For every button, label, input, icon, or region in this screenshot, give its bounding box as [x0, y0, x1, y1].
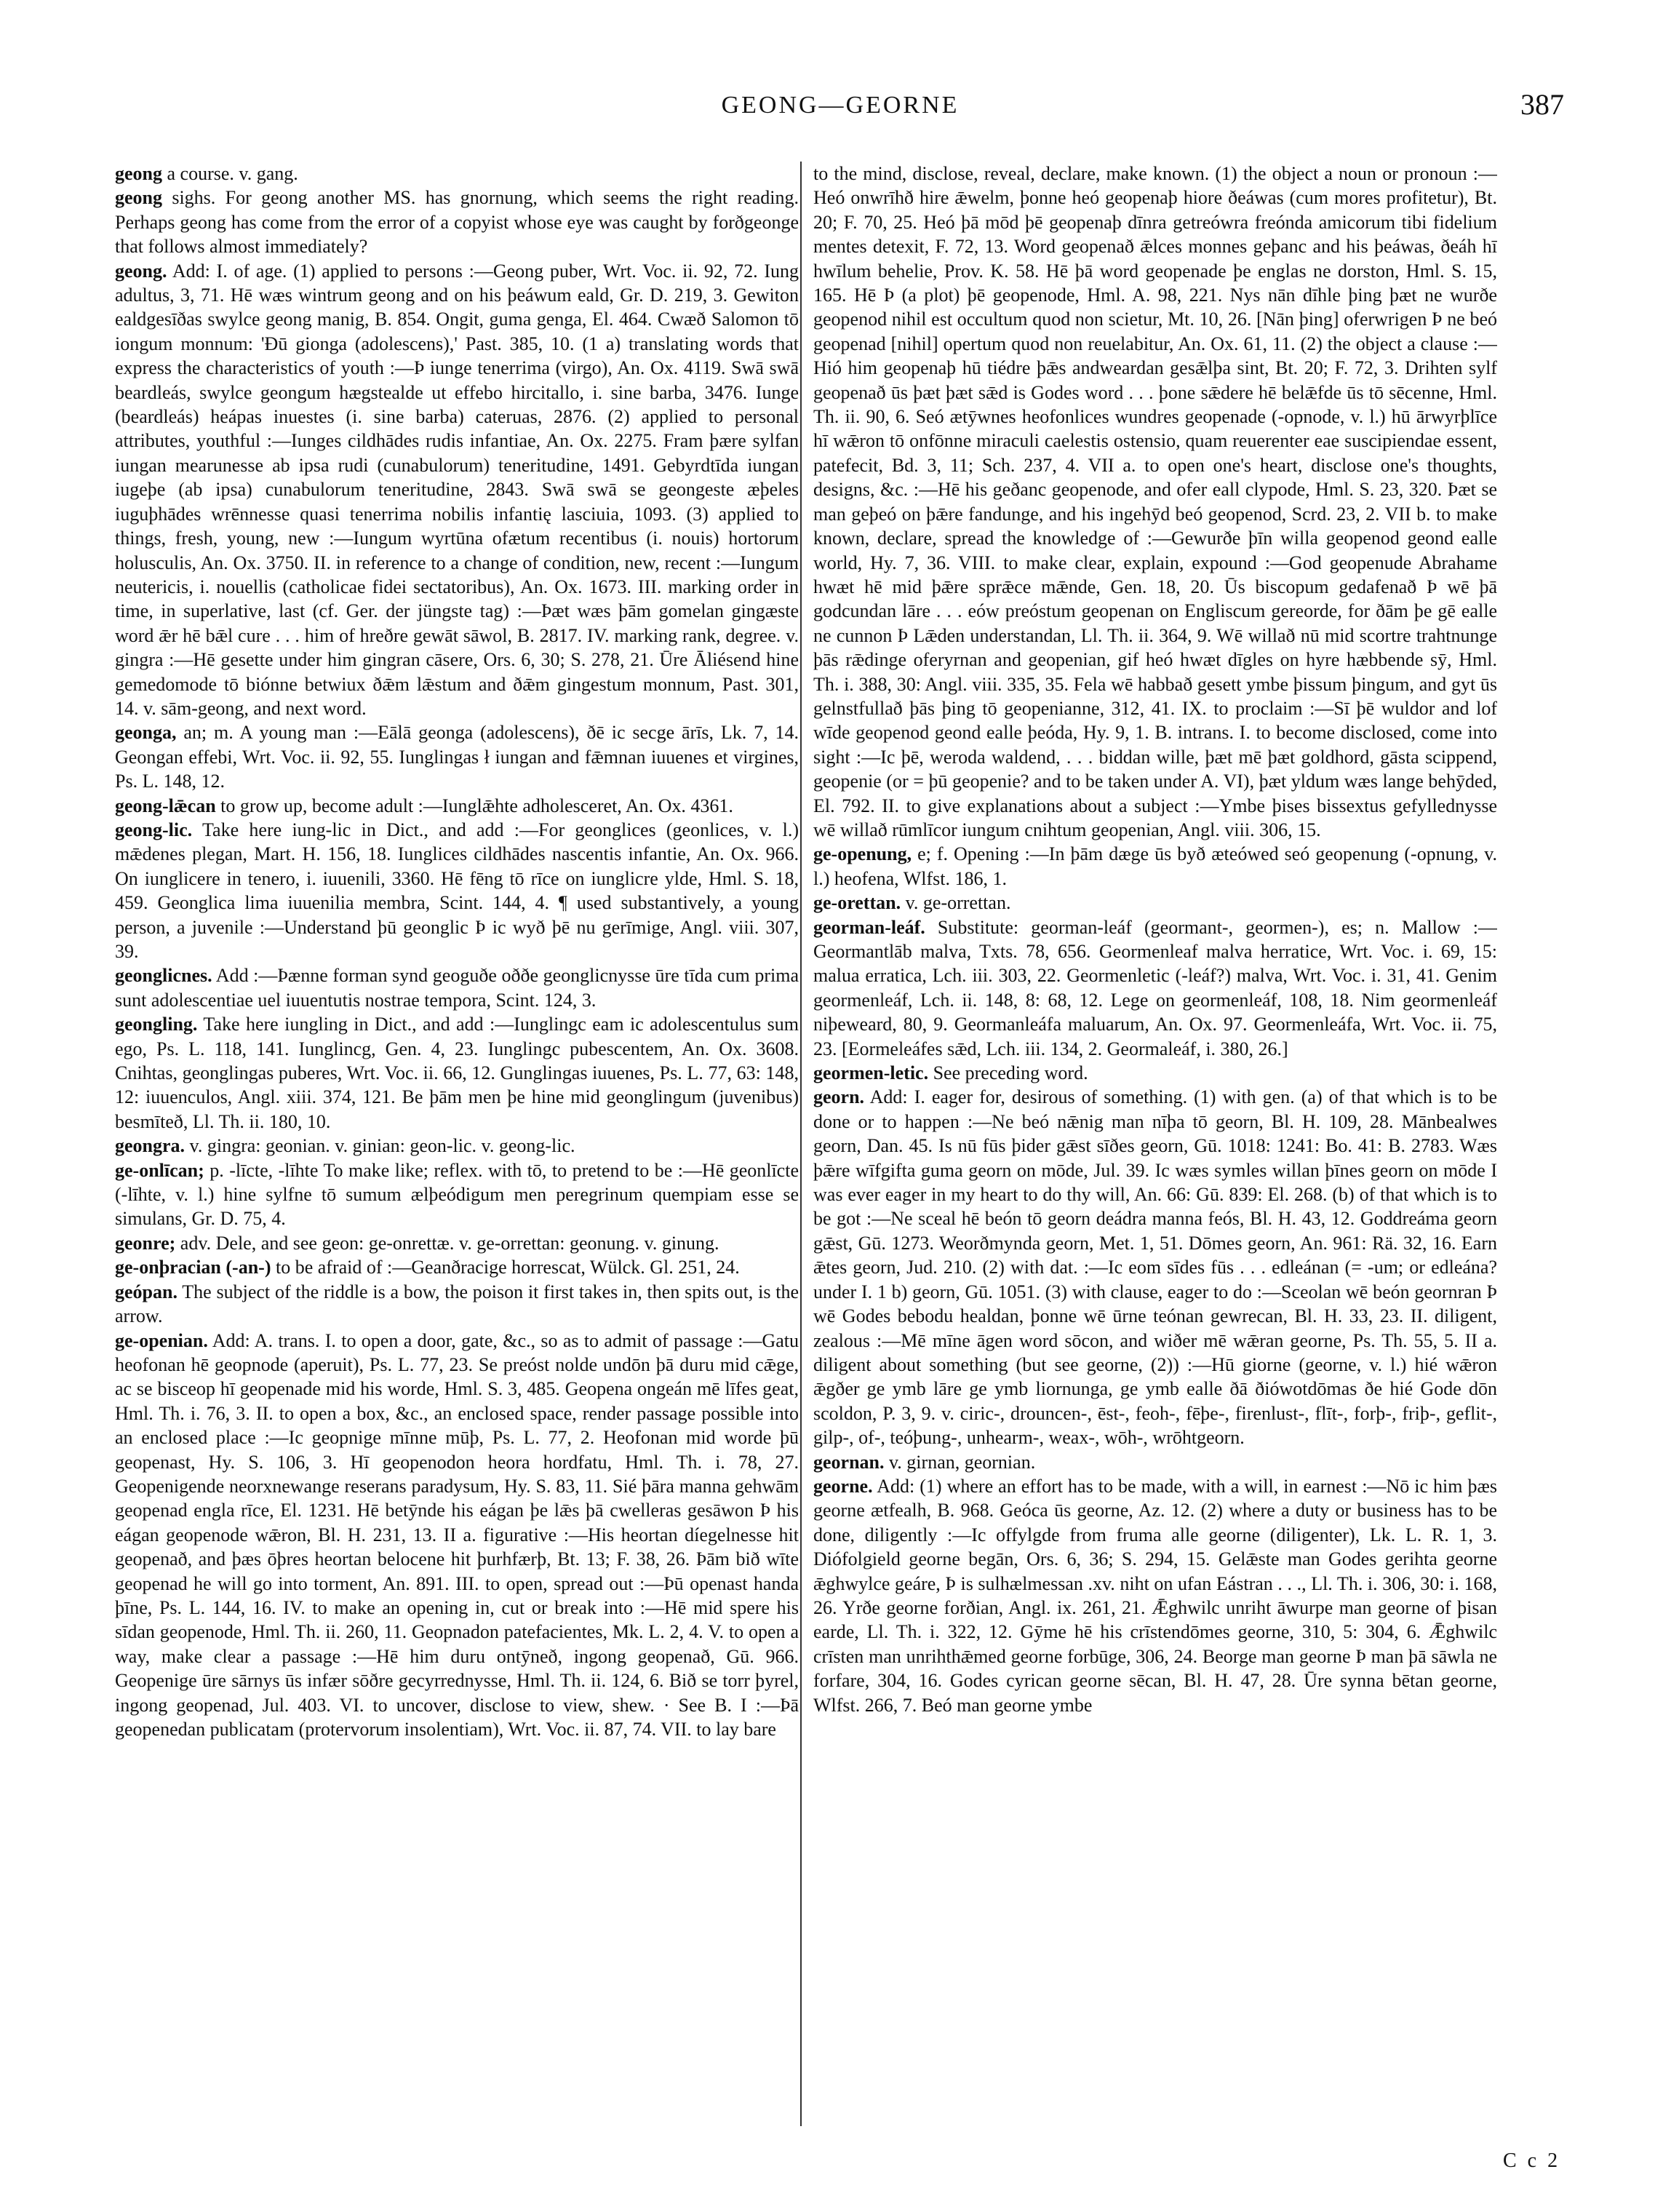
entry-definition: v. ge-orrettan.: [905, 892, 1011, 914]
headword: geong: [115, 163, 162, 184]
dictionary-entry: [115, 963, 799, 1012]
entry-definition: Take here iungling in Dict., and add :—Iunglingc eam ic adolescentulus sum ego, Ps. L. 118, 141. Iunglincg, Gen. 4, 23. Iunglingc pubescentem, An. Ox. 3608. Cnihtas, geonglingas puberes, Wrt. Voc. ii. 66, 12. Gunglingas iuuenes, Ps. L. 77, 63: 148, 12: iuuenculos, Angl. xiii. 374, 121. Be þām men þe hine mid geonglingum (juvenibus) besmīteð, Ll. Th. ii. 180, 10.: [115, 1014, 799, 1132]
dictionary-entry: [115, 1280, 799, 1329]
dictionary-entry: [813, 1450, 1497, 1474]
dictionary-entry: [813, 162, 1497, 842]
dictionary-entry: [115, 1012, 799, 1134]
headword: geópan.: [115, 1281, 178, 1302]
headword: ge-onlīcan;: [115, 1159, 204, 1181]
headword: geong-lǣcan: [115, 795, 216, 816]
dictionary-entry: [115, 720, 799, 793]
entry-definition: a course. v. gang.: [167, 163, 298, 184]
entry-definition: adv. Dele, and see geon: ge-onrettæ. v. ge-orrettan: geonung. v. ginung.: [180, 1232, 719, 1254]
entry-definition: v. girnan, geornian.: [889, 1451, 1036, 1473]
dictionary-entry: [115, 1134, 799, 1158]
dictionary-entry: [115, 186, 799, 258]
headword: georn.: [813, 1086, 865, 1108]
column-divider: [800, 162, 802, 2126]
dictionary-entry: [813, 1474, 1497, 1717]
headword: geormen-letic.: [813, 1062, 929, 1084]
right-column: [813, 162, 1497, 2133]
entry-definition: Add: A. trans. I. to open a door, gate, &c., so as to admit of passage :—Gatu heofonan hē geopnode (aperuit), Ps. L. 77, 23. Se preóst nolde undōn þā duru mid cǣge, ac se bisceop hī geopenade mid his worde, Hml. S. 3, 485. Geopena ongeán mē līfes geat, Hml. Th. i. 76, 3. II. to open a box, &c., an enclosed space, render passage possible into an enclosed place :—Ic geopnige mīnne mūþ, Ps. L. 77, 2. Heofonan mid worde þū geopenast, Hy. S. 106, 3. Hī geopenodon heora hordfatu, Hml. Th. i. 78, 27. Geopenigende neorxnewange reserans paradysum, Hy. S. 83, 11. Sié þāra manna gehwām geopenad engla rīce, El. 1231. Hē betȳnde his eágan þe lǣs þā cwelleras gesāwon Þ his eágan geopenode wǣron, Bl. H. 231, 13. II a. figurative :—His heortan díegelnesse hit geopenað, and þæs ōþres heortan belocene hit þurhfærþ, Bt. 13; F. 38, 26. Þām bið wīte geopenad he will go into torment, An. 891. III. to open, spread out :—Þū openast handa þīne, Ps. L. 144, 16. IV. to make an opening in, cut or break into :—Hē mid spere his sīdan geopenode, Hml. Th. ii. 260, 11. Geopnadon patefacientes, Mk. L. 2, 4. V. to open a way, make clear a passage :—Hē him duru ontȳneð, ingong geopenað, Gū. 966. Geopenige ūre sārnys ūs infær sōðre gecyrrednysse, Hml. Th. ii. 124, 6. Bið se torr þyrel, ingong geopenad, Jul. 403. VI. to uncover, disclose to view, shew. · See B. I :—Þā geopenedan publicatam (protervorum insolentiam), Wrt. Voc. ii. 87, 74. VII. to lay bare: [115, 1329, 799, 1740]
headword: geonre;: [115, 1232, 176, 1254]
entry-definition: Take here iung-lic in Dict., and add :—For geonglices (geonlices, v. l.) mǣdenes plegan, Mart. H. 156, 18. Iunglices cildhādes nascentis infantie, An. Ox. 966. On iunglicere in tenero, i. iuuenili, 3360. Hē fēng tō rīce on iunglicre ylde, Hml. S. 18, 459. Geonglica lima iuuenilia membra, Scint. 144, 4. ¶ used substantively, a young person, a juvenile :—Understand þū geonglic Þ ic wyð þē nu gerīmige, Angl. viii. 307, 39.: [115, 819, 799, 962]
entry-definition: p. -līcte, -līhte To make like; reflex. with tō, to pretend to be :—Hē geonlīcte (-līhte, v. l.) hine sylfne tō sumum ælþeódigum men peregrinum quempiam esse se simulans, Gr. D. 75, 4.: [115, 1159, 799, 1230]
dictionary-entry: [115, 1158, 799, 1231]
page-number: 387: [1520, 88, 1564, 121]
entry-definition: to the mind, disclose, reveal, declare, make known. (1) the object a noun or pronoun :—Heó onwrīhð hire ǣwelm, þonne heó geopenaþ hiore ðeáwas (cum mores profitetur), Bt. 20; F. 70, 25. Heó þā mōd þē geopenaþ dīnra getreówra freónda amicorum tibi fidelium mentes detexit, F. 72, 13. Word geopenað ǣlces monnes geþanc and his þeáwas, ðeáh hī hwīlum behelie, Prov. K. 58. Hē þā word geopenade þe englas ne dorston, Hml. S. 15, 165. Hē Þ (a plot) þē geopenode, Hml. A. 98, 221. Nys nān dīhle þing þæt ne wurðe geopenod nihil est occultum quod non scietur, Mt. 10, 26. [Nān þing] oferwrigen Þ ne beó geopenad [nihil] opertum quod non reuelabitur, An. Ox. 61, 11. (2) the object a clause :—Hió him geopenaþ hū tiédre þǣs andweardan gesǣlþa sint, Bt. 20; F. 72, 3. Drihten sylf geopenað ūs þæt þæt sǣd is Godes word . . . þone sǣdere hē belǣfde ūs tō sēcenne, Hml. Th. ii. 90, 6. Seó ætȳwnes heofonlices wundres geopenade (-opnode, v. l.) hū ārwyrþlīce hī wǣron tō onfōnne miraculi caelestis ostensio, quam reuerenter eae suscipiendae essent, patefecit, Bd. 3, 11; Sch. 237, 4. VII a. to open one's heart, disclose one's thoughts, designs, &c. :—Hē his geðanc geopenode, and ofer eall clypode, Hml. S. 23, 320. Þæt se man geþeó on þǣre fandunge, and his ingehȳd beó geopenod, Scrd. 23, 2. VII b. to make known, declare, spread the knowledge of :—Gewurðe þīn willa geopenod geond ealle world, Hy. 7, 36. VIII. to make clear, explain, expound :—God geopenude Abrahame hwæt hē mid þǣre sprǣce mǣnde, Gen. 18, 20. Ūs biscopum gedafenað Þ wē þā godcundan lāre . . . eów preóstum geopenan on Engliscum gereorde, for ðām þe gē ealle ne cunnon Þ Lǣden understandan, Ll. Th. ii. 364, 9. Wē willað nū mid scortre trahtnunge þās rǣdinge oferyrnan and geopenian, gif heó hwæt dīgles on hyre hæbbende sȳ, Hml. Th. i. 388, 30: Angl. viii. 335, 35. Fela wē habbað gesett ymbe þissum þingum, and gyt ūs gelnstfullað þās þing tō geopenianne, 312, 41. IX. to proclaim :—Sī þē wuldor and lof wīde geopenod geond ealle þeóda, Hy. 9, 1. B. intrans. I. to become disclosed, come into sight :—Ic þē, weroda waldend, . . . biddan wille, þæt mē þæt goldhord, gāsta scippend, geopenie (or = þū geopenie? and to be taken under A. VI), þæt yldum wæs lange behȳded, El. 792. II. to give explanations about a subject :—Ymbe þises bissextus gefyllednysse wē willað rūmlīcor iungum cnihtum geopenian, Angl. viii. 306, 15.: [813, 163, 1497, 840]
headword: ge-openian.: [115, 1329, 208, 1351]
headword: geonglicnes.: [115, 965, 212, 987]
entry-definition: Substitute: georman-leáf (geormant-, geormen-), es; n. Mallow :—Geormantlāb malva, Txts. 78, 656. Geormenleaf malva herratice, Wrt. Voc. i. 69, 15: malua erratica, Lch. iii. 303, 22. Geormenletic (-leáf?) malva, Wrt. Voc. i. 31, 41. Genim geormenleáf, Lch. ii. 148, 8: 68, 12. Lege on geormenleáf, 108, 18. Nim geormenleáf niþeweard, 80, 9. Geormanleáfa maluarum, An. Ox. 97. Geormenleáfa, Wrt. Voc. ii. 75, 23. [Eormeleáfes sǣd, Lch. iii. 134, 2. Geormaleáf, i. 380, 26.]: [813, 916, 1497, 1059]
dictionary-entry: [813, 891, 1497, 915]
headword: georne.: [813, 1475, 873, 1497]
headword: geornan.: [813, 1451, 885, 1473]
headword: geong-lic.: [115, 819, 193, 840]
entry-definition: See preceding word.: [933, 1062, 1088, 1084]
entry-definition: The subject of the riddle is a bow, the poison it first takes in, then spits out, is the arrow.: [115, 1281, 799, 1327]
running-head: [116, 87, 1564, 131]
headword: geong.: [115, 260, 167, 282]
headword: ge-openung,: [813, 843, 912, 865]
page-title: GEONG—GEORNE: [721, 92, 960, 119]
headword: geongra.: [115, 1135, 186, 1157]
headword: georman-leáf.: [813, 916, 925, 938]
entry-definition: e; f. Opening :—In þām dæge ūs byð æteówed seó geopenung (-opnung, v. l.) heofena, Wlfst. 186, 1.: [813, 843, 1497, 889]
dictionary-entry: [813, 842, 1497, 891]
dictionary-entry: [115, 162, 799, 186]
signature-mark: C c 2: [1503, 2149, 1561, 2172]
entry-definition: Add: (1) where an effort has to be made, with a will, in earnest :—Nō ic him þæs georne ætfealh, B. 968. Geóca ūs georne, Az. 12. (2) where a duty or business has to be done, diligently :—Ic offylgde from fruma alle georne (diligenter), Lk. L. R. 1, 3. Diófolgield georne begān, Ors. 6, 36; S. 294, 15. Gelǣste man Godes gerihta georne ǣghwylce geáre, Þ is sulhælmessan .xv. niht on ufan Eástran . . ., Ll. Th. i. 306, 30: i. 168, 26. Yrðe georne forðian, Angl. ix. 261, 21. Ǣghwilc unriht āwurpe man georne of þisan earde, Ll. Th. i. 322, 12. Gȳme hē his crīstendōmes georne, 310, 5: 304, 6. Ǣghwilc crīsten man unrihthǣmed georne forbūge, 306, 24. Beorge man georne Þ man þā sāwla ne forfare, 304, 16. Godes cyrican georne sēcan, Bl. H. 47, 28. Ūre synna bētan georne, Wlfst. 266, 7. Beó man georne ymbe: [813, 1475, 1497, 1716]
entry-definition: to grow up, become adult :—Iunglǣhte adholesceret, An. Ox. 4361.: [220, 795, 733, 816]
dictionary-entry: [115, 1255, 799, 1279]
entry-definition: Add: I. eager for, desirous of something. (1) with gen. (a) of that which is to be done or to happen :—Ne beó nǣnig man nīþa tō georn, Bl. H. 109, 28. Mānbealwes georn, Dan. 45. Is nū fūs þider gǣst sīðes georn, Gū. 1018: 1241: Bo. 41: B. 2783. Wæs þǣre wīfgifta guma georn on mōde, Jul. 39. Ic wæs symles willan þīnes georn on mōde I was ever eager in my heart to do thy will, An. 66: Gū. 839: El. 268. (b) of that which is to be got :—Ne sceal hē beón tō georn deádra manna feós, Bl. H. 43, 12. Goddreáma georn gǣst, Gū. 1273. Weorðmynda georn, Met. 1, 51. Dōmes georn, An. 961: Rä. 32, 16. Earn ǣtes georn, Jud. 210. (2) with dat. :—Ic eom sīdes fūs . . . edleánan (= -um; or edleána? under I. 1 b) georn, Gū. 1051. (3) with clause, eager to do :—Sceolan wē beón geornran Þ wē Godes bebodu healdan, þonne wē ūrne teónan gewrecan, Bl. H. 33, 23. II. diligent, zealous :—Mē mīne āgen word sōcon, and wiðer mē wǣran georne, Ps. Th. 55, 5. II a. diligent about something (but see georne, (2)) :—Hū giorne (georne, v. l.) hié wǣron ǣgðer ge ymb lāre ge ymb liornunga, ge ymb ealle ðā ðiówotdōmas ðe hié Gode dōn scoldon, P. 3, 9. v. ciric-, drouncen-, ēst-, feoh-, fēþe-, firenlust-, flīt-, forþ-, friþ-, geflit-, gilp-, of-, teóþung-, unhearm-, weax-, wōh-, wrōhtgeorn.: [813, 1086, 1497, 1449]
dictionary-entry: [813, 1061, 1497, 1085]
entry-definition: v. gingra: geonian. v. ginian: geon-lic. v. geong-lic.: [189, 1135, 575, 1157]
entry-definition: sighs. For geong another MS. has gnornung, which seems the right reading. Perhaps geong has come from the error of a copyist whose eye was caught by forðgeonge that follows almost immediately?: [115, 187, 799, 258]
entry-definition: an; m. A young man :—Eālā geonga (adolescens), ðē ic secge ārīs, Lk. 7, 14. Geongan effebi, Wrt. Voc. ii. 92, 55. Iunglingas ł iungan and fǣmnan iuuenes et virgines, Ps. L. 148, 12.: [115, 722, 799, 792]
entry-definition: Add: I. of age. (1) applied to persons :—Geong puber, Wrt. Voc. ii. 92, 72. Iung adultus, 3, 71. Hē wæs wintrum geong and on his þeáwum eald, Gr. D. 219, 3. Gewiton ealdgesīðas swylce geong manig, B. 854. Ongit, guma genga, El. 464. Cwæð Salomon tō iongum monnum: 'Ðū gionga (adolescens),' Past. 385, 10. (1 a) translating words that express the characteristics of youth :—Þ iunge tenerrima (virgo), An. Ox. 4119. Swā swā beardleás, swylce geongum hægstealde ut effebo hircitallo, i. sine barba, 3476. Iunge (beardleás) heápas inuestes (i. sine barba) cateruas, 2876. (2) applied to personal attributes, youthful :—Iunges cildhādes rudis infantiae, An. Ox. 2275. Fram þære sylfan iungan mearunesse ab ipsa rudi (cunabulorum) teneritudine, 1491. Gebyrdtīda iungan iugeþe (ab ipsa) cunabulorum teneritudine, 2843. Swā swā se geongeste æþeles iuguþhādes wrēnnesse quasi tenerrima nobilis infantię lasciuia, 1093. (3) applied to things, fresh, young, new :—Iungum wyrtūna ofætum recentibus (i. nouis) hortorum holusculis, An. Ox. 3750. II. in reference to a change of condition, new, recent :—Iungum neutericis, i. nouellis (catholicae fidei sectatoribus), An. Ox. 1673. III. marking order in time, in superlative, last (cf. Ger. der jüngste tag) :—Þæt wæs þām gomelan gingæste word ǣr hē bǣl cure . . . him of hreðre gewāt sāwol, B. 2817. IV. marking rank, degree. v. gingra :—Hē gesette under him gingran cāsere, Ors. 6, 30; S. 278, 21. Ūre Āliésend hine gemedomode tō biónne betwiux ðǣm lǣstum and ðǣm gingestum monnum, Past. 301, 14. v. sām-geong, and next word.: [115, 260, 799, 719]
headword: ge-orettan.: [813, 892, 901, 914]
dictionary-entry: [813, 1085, 1497, 1449]
dictionary-entry: [115, 1329, 799, 1742]
entry-definition: Add :—Þænne forman synd geoguðe oððe geonglicnysse ūre tīda cum prima sunt adolescentiae uel iuuentutis nostrae tempora, Scint. 124, 3.: [115, 965, 799, 1011]
dictionary-entry: [115, 259, 799, 721]
dictionary-entry: [115, 818, 799, 963]
entry-definition: to be afraid of :—Geanðracige horrescat, Wülck. Gl. 251, 24.: [275, 1257, 740, 1278]
dictionary-entry: [115, 794, 799, 818]
left-column: [115, 162, 799, 2133]
headword: geongling.: [115, 1014, 198, 1035]
headword: ge-onþracian (-an-): [115, 1257, 271, 1278]
dictionary-entry: [115, 1231, 799, 1255]
headword: geonga,: [115, 722, 177, 744]
headword: geong: [115, 187, 162, 209]
dictionary-entry: [813, 915, 1497, 1061]
